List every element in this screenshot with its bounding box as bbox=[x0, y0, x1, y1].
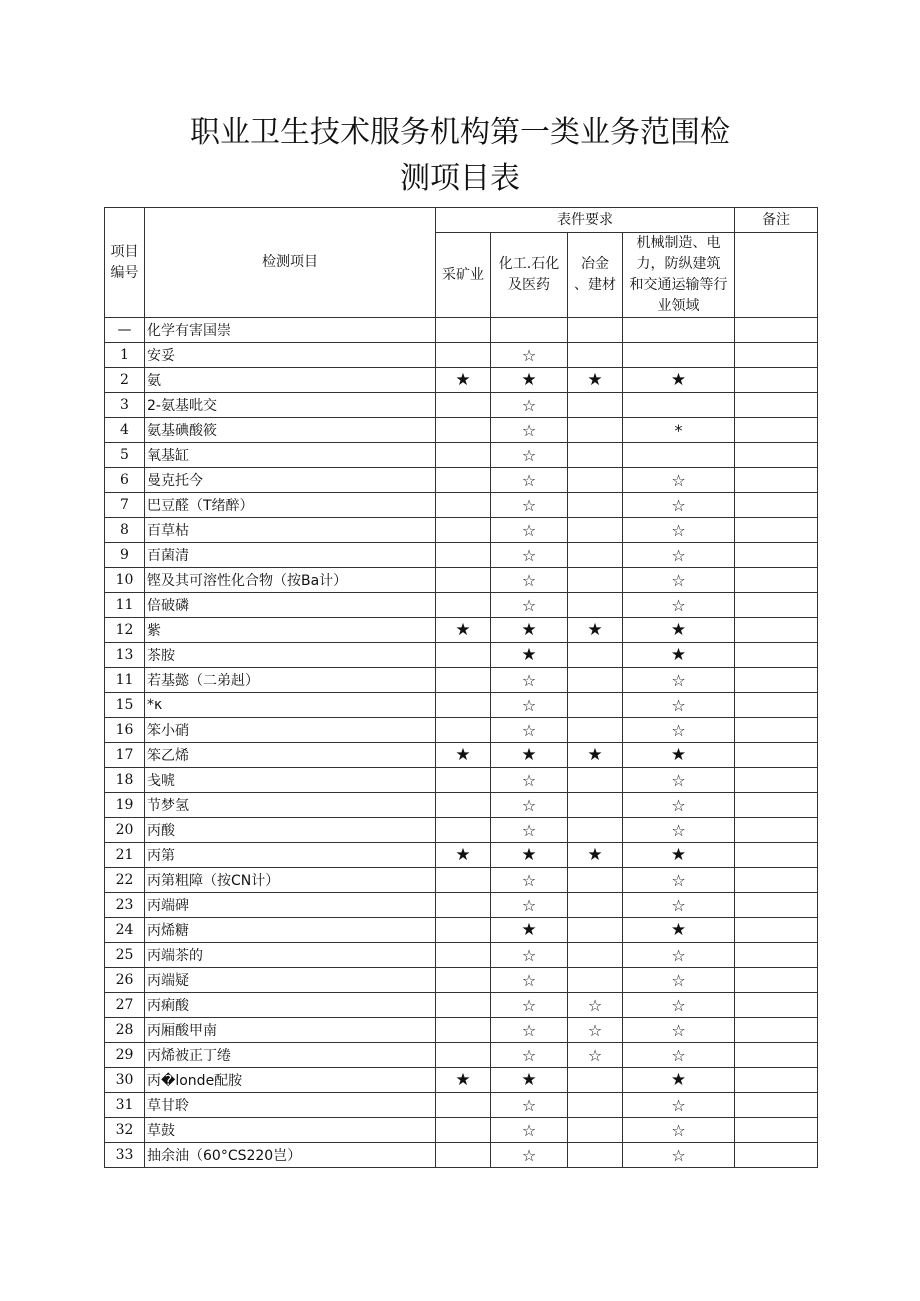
header-item-no: 项目 编号 bbox=[105, 208, 145, 318]
mark-mining bbox=[436, 493, 491, 518]
remarks-cell bbox=[735, 1118, 818, 1143]
mark-metallurgy: ☆ bbox=[568, 993, 623, 1018]
mark-machinery: ☆ bbox=[623, 868, 735, 893]
mark-metallurgy bbox=[568, 668, 623, 693]
mark-machinery: ☆ bbox=[623, 468, 735, 493]
item-name: 百草枯 bbox=[145, 518, 436, 543]
item-name: 铿及其可溶性化合物（按Ba计） bbox=[145, 568, 436, 593]
table-row bbox=[105, 1143, 818, 1168]
mark-metallurgy bbox=[568, 568, 623, 593]
item-number: 2 bbox=[105, 368, 145, 393]
item-number: 19 bbox=[105, 793, 145, 818]
mark-chemical: ★ bbox=[491, 643, 568, 668]
mark-metallurgy bbox=[568, 393, 623, 418]
mark-mining bbox=[436, 693, 491, 718]
remarks-cell bbox=[735, 918, 818, 943]
mark-machinery: ★ bbox=[623, 843, 735, 868]
remarks-cell bbox=[735, 593, 818, 618]
item-number: 29 bbox=[105, 1043, 145, 1068]
mark-chemical: ☆ bbox=[491, 943, 568, 968]
mark-machinery: ☆ bbox=[623, 818, 735, 843]
remarks-cell bbox=[735, 343, 818, 368]
mark-mining: ★ bbox=[436, 618, 491, 643]
item-number: 6 bbox=[105, 468, 145, 493]
table-row bbox=[105, 418, 818, 443]
section-number: — bbox=[105, 318, 145, 343]
mark-chemical: ☆ bbox=[491, 768, 568, 793]
remarks-cell bbox=[735, 618, 818, 643]
table-row bbox=[105, 568, 818, 593]
table-row bbox=[105, 343, 818, 368]
table-row bbox=[105, 1118, 818, 1143]
mark-chemical: ☆ bbox=[491, 1143, 568, 1168]
item-name: 氨基碘酸筱 bbox=[145, 418, 436, 443]
remarks-cell bbox=[735, 968, 818, 993]
mark-mining bbox=[436, 918, 491, 943]
mark-machinery: ☆ bbox=[623, 768, 735, 793]
mark-chemical: ☆ bbox=[491, 718, 568, 743]
table-row bbox=[105, 393, 818, 418]
remarks-cell bbox=[735, 1093, 818, 1118]
item-number: 24 bbox=[105, 918, 145, 943]
item-name: 若基懿（二弟赳） bbox=[145, 668, 436, 693]
mark-chemical: ☆ bbox=[491, 668, 568, 693]
mark-machinery: * bbox=[623, 418, 735, 443]
item-name: 2-氨基吡交 bbox=[145, 393, 436, 418]
mark-machinery: ☆ bbox=[623, 693, 735, 718]
mark-mining: ★ bbox=[436, 368, 491, 393]
item-name: 丙�londe配胺 bbox=[145, 1068, 436, 1093]
item-name: 丙端疑 bbox=[145, 968, 436, 993]
mark-machinery: ☆ bbox=[623, 793, 735, 818]
inspection-items-table bbox=[104, 207, 818, 1168]
mark-chemical: ☆ bbox=[491, 793, 568, 818]
mark-machinery: ★ bbox=[623, 918, 735, 943]
item-name: 氨 bbox=[145, 368, 436, 393]
item-name: 巴豆醛（T绪醉） bbox=[145, 493, 436, 518]
remarks-cell bbox=[735, 993, 818, 1018]
item-number: 8 bbox=[105, 518, 145, 543]
table-row bbox=[105, 593, 818, 618]
item-name: 笨乙烯 bbox=[145, 743, 436, 768]
item-name: 丙酸 bbox=[145, 818, 436, 843]
item-name: 安妥 bbox=[145, 343, 436, 368]
table-row bbox=[105, 993, 818, 1018]
remarks-cell bbox=[735, 1043, 818, 1068]
mark-mining bbox=[436, 793, 491, 818]
section-blank-4 bbox=[623, 318, 735, 343]
item-number: 12 bbox=[105, 618, 145, 643]
mark-mining: ★ bbox=[436, 843, 491, 868]
mark-machinery: ★ bbox=[623, 643, 735, 668]
item-name: 丙烯被正丁绻 bbox=[145, 1043, 436, 1068]
section-blank-3 bbox=[568, 318, 623, 343]
header-requirements: 表件要求 bbox=[436, 208, 735, 233]
remarks-cell bbox=[735, 518, 818, 543]
item-number: 4 bbox=[105, 418, 145, 443]
item-number: 25 bbox=[105, 943, 145, 968]
mark-metallurgy bbox=[568, 643, 623, 668]
item-name: 紫 bbox=[145, 618, 436, 643]
mark-machinery: ☆ bbox=[623, 518, 735, 543]
section-row bbox=[105, 318, 818, 343]
item-number: 9 bbox=[105, 543, 145, 568]
header-mining: 采矿业 bbox=[436, 233, 491, 318]
item-name: 丙第粗障（按CN计） bbox=[145, 868, 436, 893]
table-row bbox=[105, 443, 818, 468]
mark-chemical: ☆ bbox=[491, 443, 568, 468]
header-remarks-blank bbox=[735, 233, 818, 318]
table-row bbox=[105, 493, 818, 518]
remarks-cell bbox=[735, 943, 818, 968]
remarks-cell bbox=[735, 693, 818, 718]
mark-metallurgy: ★ bbox=[568, 743, 623, 768]
item-name: 笨小硝 bbox=[145, 718, 436, 743]
mark-machinery bbox=[623, 443, 735, 468]
item-number: 13 bbox=[105, 643, 145, 668]
remarks-cell bbox=[735, 493, 818, 518]
section-blank-2 bbox=[491, 318, 568, 343]
item-number: 1 bbox=[105, 343, 145, 368]
mark-metallurgy: ★ bbox=[568, 843, 623, 868]
mark-chemical: ☆ bbox=[491, 543, 568, 568]
mark-chemical: ☆ bbox=[491, 1018, 568, 1043]
mark-metallurgy: ★ bbox=[568, 368, 623, 393]
item-name: 倍破磷 bbox=[145, 593, 436, 618]
item-number: 23 bbox=[105, 893, 145, 918]
remarks-cell bbox=[735, 443, 818, 468]
mark-metallurgy bbox=[568, 468, 623, 493]
mark-metallurgy: ★ bbox=[568, 618, 623, 643]
item-name: 抽余油（60°CS220岂） bbox=[145, 1143, 436, 1168]
mark-metallurgy bbox=[568, 518, 623, 543]
mark-machinery: ☆ bbox=[623, 493, 735, 518]
mark-metallurgy bbox=[568, 918, 623, 943]
item-number: 22 bbox=[105, 868, 145, 893]
mark-metallurgy bbox=[568, 893, 623, 918]
table-row bbox=[105, 1068, 818, 1093]
mark-mining bbox=[436, 643, 491, 668]
mark-machinery: ☆ bbox=[623, 943, 735, 968]
mark-chemical: ☆ bbox=[491, 893, 568, 918]
mark-chemical: ☆ bbox=[491, 868, 568, 893]
remarks-cell bbox=[735, 893, 818, 918]
item-number: 27 bbox=[105, 993, 145, 1018]
item-number: 30 bbox=[105, 1068, 145, 1093]
mark-metallurgy bbox=[568, 493, 623, 518]
header-machinery: 机械制造、电 力，防纵建筑 和交通运输等行 业领域 bbox=[623, 233, 735, 318]
item-name: *κ bbox=[145, 693, 436, 718]
mark-chemical: ☆ bbox=[491, 1043, 568, 1068]
mark-chemical: ☆ bbox=[491, 1118, 568, 1143]
remarks-cell bbox=[735, 368, 818, 393]
mark-machinery bbox=[623, 393, 735, 418]
mark-machinery: ☆ bbox=[623, 668, 735, 693]
table-row bbox=[105, 368, 818, 393]
mark-machinery: ☆ bbox=[623, 543, 735, 568]
item-number: 15 bbox=[105, 693, 145, 718]
mark-metallurgy: ☆ bbox=[568, 1043, 623, 1068]
item-number: 21 bbox=[105, 843, 145, 868]
table-row bbox=[105, 518, 818, 543]
mark-chemical: ☆ bbox=[491, 468, 568, 493]
table-row bbox=[105, 643, 818, 668]
remarks-cell bbox=[735, 643, 818, 668]
mark-mining bbox=[436, 768, 491, 793]
table-row bbox=[105, 818, 818, 843]
table-row bbox=[105, 968, 818, 993]
remarks-cell bbox=[735, 468, 818, 493]
mark-chemical: ☆ bbox=[491, 693, 568, 718]
remarks-cell bbox=[735, 568, 818, 593]
mark-machinery: ☆ bbox=[623, 1018, 735, 1043]
item-name: 百菌清 bbox=[145, 543, 436, 568]
mark-mining: ★ bbox=[436, 1068, 491, 1093]
mark-machinery: ☆ bbox=[623, 593, 735, 618]
item-name: 戋唬 bbox=[145, 768, 436, 793]
header-remarks: 备注 bbox=[735, 208, 818, 233]
item-number: 10 bbox=[105, 568, 145, 593]
item-number: 32 bbox=[105, 1118, 145, 1143]
table-row bbox=[105, 943, 818, 968]
item-number: 17 bbox=[105, 743, 145, 768]
item-number: 18 bbox=[105, 768, 145, 793]
mark-chemical: ☆ bbox=[491, 418, 568, 443]
table-row bbox=[105, 893, 818, 918]
mark-machinery: ☆ bbox=[623, 1118, 735, 1143]
mark-machinery: ★ bbox=[623, 618, 735, 643]
mark-mining bbox=[436, 818, 491, 843]
item-number: 5 bbox=[105, 443, 145, 468]
item-number: 11 bbox=[105, 668, 145, 693]
mark-mining bbox=[436, 868, 491, 893]
mark-metallurgy bbox=[568, 1118, 623, 1143]
item-number: 26 bbox=[105, 968, 145, 993]
item-number: 7 bbox=[105, 493, 145, 518]
item-number: 20 bbox=[105, 818, 145, 843]
table-row bbox=[105, 743, 818, 768]
mark-chemical: ☆ bbox=[491, 343, 568, 368]
table-row bbox=[105, 793, 818, 818]
mark-metallurgy bbox=[568, 543, 623, 568]
mark-chemical: ☆ bbox=[491, 393, 568, 418]
mark-machinery: ☆ bbox=[623, 718, 735, 743]
mark-mining bbox=[436, 718, 491, 743]
item-number: 31 bbox=[105, 1093, 145, 1118]
mark-chemical: ★ bbox=[491, 843, 568, 868]
mark-mining bbox=[436, 518, 491, 543]
mark-metallurgy bbox=[568, 718, 623, 743]
table-row bbox=[105, 1018, 818, 1043]
mark-chemical: ★ bbox=[491, 618, 568, 643]
item-name: 丙痢酸 bbox=[145, 993, 436, 1018]
header-chemical: 化工.石化 及医药 bbox=[491, 233, 568, 318]
mark-machinery: ☆ bbox=[623, 993, 735, 1018]
mark-metallurgy bbox=[568, 1143, 623, 1168]
table-row bbox=[105, 918, 818, 943]
mark-chemical: ★ bbox=[491, 918, 568, 943]
table-row bbox=[105, 668, 818, 693]
item-name: 丙烯糖 bbox=[145, 918, 436, 943]
header-metallurgy: 冶金 、建材 bbox=[568, 233, 623, 318]
mark-metallurgy bbox=[568, 968, 623, 993]
mark-metallurgy bbox=[568, 693, 623, 718]
mark-metallurgy bbox=[568, 1068, 623, 1093]
table-row bbox=[105, 468, 818, 493]
item-number: 28 bbox=[105, 1018, 145, 1043]
item-number: 11 bbox=[105, 593, 145, 618]
table-row bbox=[105, 843, 818, 868]
item-name: 曼克托今 bbox=[145, 468, 436, 493]
mark-mining bbox=[436, 968, 491, 993]
mark-chemical: ☆ bbox=[491, 993, 568, 1018]
item-name: 氧基缸 bbox=[145, 443, 436, 468]
mark-mining bbox=[436, 668, 491, 693]
mark-mining bbox=[436, 593, 491, 618]
mark-mining bbox=[436, 418, 491, 443]
mark-mining bbox=[436, 443, 491, 468]
mark-machinery: ★ bbox=[623, 1068, 735, 1093]
item-name: 丙厢酸甲南 bbox=[145, 1018, 436, 1043]
remarks-cell bbox=[735, 818, 818, 843]
table-row bbox=[105, 718, 818, 743]
mark-mining bbox=[436, 468, 491, 493]
mark-machinery: ☆ bbox=[623, 893, 735, 918]
remarks-cell bbox=[735, 843, 818, 868]
mark-machinery: ☆ bbox=[623, 968, 735, 993]
mark-metallurgy bbox=[568, 868, 623, 893]
table-row bbox=[105, 768, 818, 793]
mark-metallurgy bbox=[568, 418, 623, 443]
mark-chemical: ☆ bbox=[491, 818, 568, 843]
mark-chemical: ★ bbox=[491, 743, 568, 768]
document-title-line2: 测项目表 bbox=[400, 161, 520, 196]
remarks-cell bbox=[735, 718, 818, 743]
item-name: 茶胺 bbox=[145, 643, 436, 668]
mark-machinery: ★ bbox=[623, 368, 735, 393]
table-row bbox=[105, 618, 818, 643]
mark-mining bbox=[436, 943, 491, 968]
remarks-cell bbox=[735, 1068, 818, 1093]
header-item-name: 检测项目 bbox=[145, 208, 436, 318]
item-name: 节梦氢 bbox=[145, 793, 436, 818]
mark-metallurgy bbox=[568, 793, 623, 818]
mark-metallurgy bbox=[568, 768, 623, 793]
remarks-cell bbox=[735, 393, 818, 418]
mark-machinery: ☆ bbox=[623, 1093, 735, 1118]
mark-mining bbox=[436, 1143, 491, 1168]
mark-mining bbox=[436, 343, 491, 368]
mark-machinery bbox=[623, 343, 735, 368]
mark-mining bbox=[436, 1118, 491, 1143]
remarks-cell bbox=[735, 1143, 818, 1168]
item-name: 草鼓 bbox=[145, 1118, 436, 1143]
item-number: 33 bbox=[105, 1143, 145, 1168]
remarks-cell bbox=[735, 543, 818, 568]
mark-metallurgy bbox=[568, 593, 623, 618]
mark-metallurgy: ☆ bbox=[568, 1018, 623, 1043]
mark-chemical: ★ bbox=[491, 1068, 568, 1093]
item-name: 丙端茶的 bbox=[145, 943, 436, 968]
mark-mining bbox=[436, 543, 491, 568]
item-name: 丙端碑 bbox=[145, 893, 436, 918]
mark-chemical: ☆ bbox=[491, 568, 568, 593]
item-number: 3 bbox=[105, 393, 145, 418]
document-title-line1: 职业卫生技术服务机构第一类业务范围检 bbox=[190, 115, 730, 150]
remarks-cell bbox=[735, 793, 818, 818]
remarks-cell bbox=[735, 743, 818, 768]
section-blank-1 bbox=[436, 318, 491, 343]
mark-metallurgy bbox=[568, 1093, 623, 1118]
mark-mining bbox=[436, 1093, 491, 1118]
mark-chemical: ☆ bbox=[491, 1093, 568, 1118]
table-row bbox=[105, 693, 818, 718]
table-row bbox=[105, 1093, 818, 1118]
remarks-cell bbox=[735, 868, 818, 893]
mark-mining bbox=[436, 568, 491, 593]
mark-chemical: ☆ bbox=[491, 968, 568, 993]
mark-mining bbox=[436, 893, 491, 918]
section-name: 化学有害国崇 bbox=[145, 318, 436, 343]
section-blank-5 bbox=[735, 318, 818, 343]
item-name: 草甘聆 bbox=[145, 1093, 436, 1118]
mark-mining bbox=[436, 1043, 491, 1068]
mark-mining bbox=[436, 993, 491, 1018]
mark-metallurgy bbox=[568, 443, 623, 468]
mark-metallurgy bbox=[568, 343, 623, 368]
mark-chemical: ☆ bbox=[491, 518, 568, 543]
mark-machinery: ★ bbox=[623, 743, 735, 768]
remarks-cell bbox=[735, 1018, 818, 1043]
remarks-cell bbox=[735, 668, 818, 693]
mark-machinery: ☆ bbox=[623, 1143, 735, 1168]
item-name: 丙第 bbox=[145, 843, 436, 868]
mark-metallurgy bbox=[568, 818, 623, 843]
remarks-cell bbox=[735, 768, 818, 793]
item-number: 16 bbox=[105, 718, 145, 743]
mark-chemical: ☆ bbox=[491, 493, 568, 518]
table-row bbox=[105, 543, 818, 568]
remarks-cell bbox=[735, 418, 818, 443]
mark-chemical: ★ bbox=[491, 368, 568, 393]
mark-machinery: ☆ bbox=[623, 1043, 735, 1068]
table-row bbox=[105, 1043, 818, 1068]
table-row bbox=[105, 868, 818, 893]
mark-mining: ★ bbox=[436, 743, 491, 768]
header-row-1 bbox=[105, 208, 818, 233]
mark-machinery: ☆ bbox=[623, 568, 735, 593]
mark-chemical: ☆ bbox=[491, 593, 568, 618]
mark-mining bbox=[436, 393, 491, 418]
mark-metallurgy bbox=[568, 943, 623, 968]
mark-mining bbox=[436, 1018, 491, 1043]
